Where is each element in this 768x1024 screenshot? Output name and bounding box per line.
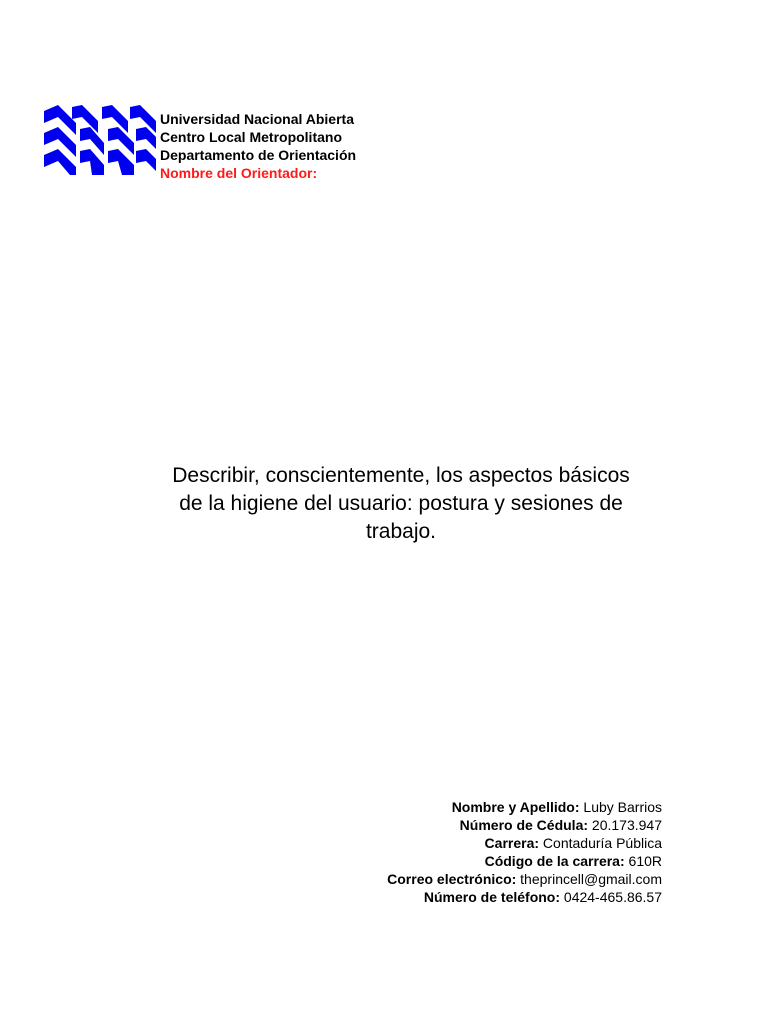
institution-header — [160, 110, 356, 182]
info-value: 0424-465.86.57 — [563, 889, 662, 905]
info-row-phone — [387, 888, 662, 906]
department-name: Departamento de Orientación — [160, 147, 357, 163]
info-row-carrera — [387, 834, 662, 852]
info-label: Código de la carrera: — [484, 853, 629, 869]
info-label: Nombre y Apellido: — [451, 799, 584, 815]
document-title — [140, 462, 662, 546]
info-label: Carrera: — [484, 835, 543, 851]
title-line: de la higiene del usuario: postura y sesiones de — [179, 492, 623, 515]
info-value: 20.173.947 — [591, 817, 662, 833]
info-value: Luby Barrios — [583, 799, 662, 815]
info-label: Número de teléfono: — [423, 889, 564, 905]
info-value: theprincell@gmail.com — [520, 871, 662, 887]
title-line: Describir, conscientemente, los aspectos básicos — [172, 464, 630, 487]
info-row-email — [387, 870, 662, 888]
local-center-name: Centro Local Metropolitano — [160, 129, 342, 145]
title-line: trabajo. — [365, 520, 437, 543]
university-name: Universidad Nacional Abierta — [160, 111, 354, 127]
orientador-label: Nombre del Orientador: — [160, 165, 318, 181]
info-label: Correo electrónico: — [387, 871, 521, 887]
info-value: Contaduría Pública — [542, 835, 662, 851]
info-value: 610R — [628, 853, 662, 869]
info-row-codigo — [387, 852, 662, 870]
student-info-block — [387, 798, 662, 906]
info-row-cedula — [387, 816, 662, 834]
university-logo-icon — [42, 103, 158, 177]
info-label: Número de Cédula: — [459, 817, 592, 833]
info-row-name — [387, 798, 662, 816]
